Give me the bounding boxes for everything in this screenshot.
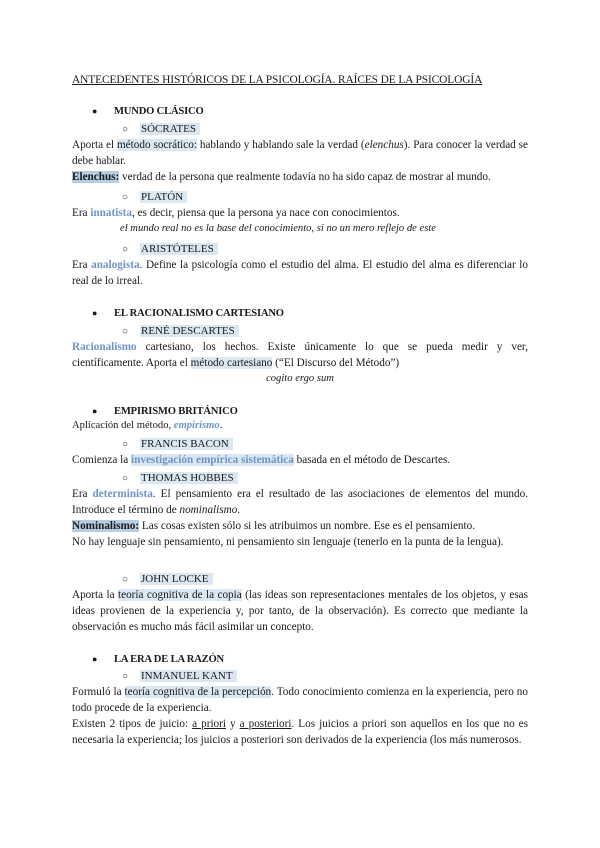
circle-bullet-icon: ○ [122, 671, 129, 682]
text-run: y [225, 718, 240, 730]
text-run: Aplicación del método, [72, 420, 174, 431]
subheading-text: RENÉ DESCARTES [140, 325, 239, 337]
text-run: . El pensamiento era el resultado de las asociaciones de elementos del mundo. Introduce el término de [72, 488, 528, 516]
text-run: Era [72, 207, 91, 219]
text-run: Aporta la [72, 589, 119, 601]
keyword-empirismo: empirismo [173, 420, 220, 431]
keyword-determinista: determinista [92, 488, 153, 500]
highlight-teoria-percepcion: teoría cognitiva de la percepción [124, 686, 272, 698]
keyword-racionalismo: Racionalismo [72, 341, 137, 353]
definition-elenchus [72, 169, 528, 185]
subheading-hobbes [122, 470, 238, 487]
quote-descartes: cogito ergo sum [266, 373, 334, 384]
paragraph-platon [72, 205, 528, 221]
highlight-metodo-socratico: método socrático: [116, 139, 197, 151]
text-run: Aporta el [72, 139, 117, 151]
keyword-investigacion-empirica: investigación empírica sistemática [131, 454, 294, 466]
paragraph-kant [72, 684, 528, 716]
section-heading-mundo-clasico [92, 103, 204, 120]
section-heading-razon [92, 651, 224, 668]
circle-bullet-icon: ○ [122, 192, 129, 203]
quote-platon: el mundo real no es la base del conocimiento, si no un mero reflejo de este [120, 223, 436, 234]
bullet-icon: ● [92, 654, 98, 664]
circle-bullet-icon: ○ [122, 326, 129, 337]
circle-bullet-icon: ○ [122, 574, 129, 585]
term-elenchus: Elenchus: [72, 171, 120, 183]
paragraph-hobbes-lenguaje: No hay lenguaje sin pensamiento, ni pensamiento sin lenguaje (tenerlo en la punta de la lengua). [72, 536, 504, 548]
italic-nominalismo: nominalismo [179, 504, 238, 516]
text-run: Existen 2 tipos de juicio: [72, 718, 193, 730]
text-run: Era [72, 488, 93, 500]
text-run: ). Para conocer la verdad se debe hablar. [72, 139, 528, 167]
subheading-descartes [122, 323, 239, 340]
text-run: (“El Discurso del Método”) [272, 357, 400, 369]
subheading-text: THOMAS HOBBES [140, 472, 238, 484]
subheading-text: ARISTÓTELES [140, 243, 218, 255]
subheading-locke [122, 571, 213, 588]
subheading-text: JOHN LOCKE [140, 573, 213, 585]
term-nominalismo: Nominalismo: [72, 520, 140, 532]
text-run: hablando y hablando sale la verdad ( [196, 139, 365, 151]
subheading-text: PLATÓN [140, 191, 187, 203]
paragraph-descartes [72, 339, 528, 371]
keyword-analogista: analogista [91, 259, 140, 271]
text-run: (las ideas son representaciones mentales de los objetos, y esas ideas provienen de la experiencia y, por tanto, de la observación). Es correcto que mediante la observación es mucho más fácil asimilar un concepto. [72, 589, 529, 633]
underline-a-posteriori: a posteriori [239, 718, 292, 730]
subheading-text: INMANUEL KANT [140, 670, 237, 682]
text-run: , es decir, piensa que la persona ya nace con conocimientos. [131, 207, 400, 219]
paragraph-empirismo-intro [72, 418, 528, 434]
bullet-icon: ● [92, 106, 98, 116]
text-run: . Los juicios a priori son aquellos en los que no es necesaria la experiencia; los juicios a posteriori son derivados de la experiencia (los más numerosos. [72, 718, 528, 746]
text-run: verdad de la persona que realmente todavía no ha sido capaz de mostrar al mundo. [119, 171, 491, 183]
text-run: cartesiano, los hechos. Existe únicamente lo que se pueda medir y ver, científicamente. Aporta el [72, 341, 528, 369]
paragraph-aristoteles [72, 257, 528, 289]
paragraph-socrates [72, 137, 528, 169]
section-heading-text: MUNDO CLÁSICO [114, 106, 204, 117]
text-run: Comienza la [72, 454, 132, 466]
keyword-innatista: innatista [90, 207, 132, 219]
section-heading-racionalismo [92, 305, 284, 322]
subheading-bacon [122, 436, 233, 453]
text-run: . [219, 420, 223, 431]
italic-elenchus: elenchus [364, 139, 404, 151]
text-run: Las cosas existen sólo si les atribuimos un nombre. Ese es el pensamiento. [139, 520, 475, 532]
circle-bullet-icon: ○ [122, 473, 129, 484]
circle-bullet-icon: ○ [122, 124, 129, 135]
section-heading-text: EMPIRISMO BRITÁNICO [114, 406, 238, 417]
subheading-text: FRANCIS BACON [140, 438, 233, 450]
underline-a-priori: a priori [192, 718, 226, 730]
text-run: . [237, 504, 241, 516]
circle-bullet-icon: ○ [122, 439, 129, 450]
section-heading-text: EL RACIONALISMO CARTESIANO [114, 308, 284, 319]
text-run: Formuló la [72, 686, 125, 698]
text-run: . Todo conocimiento comienza en la experiencia, pero no todo procede de la experiencia. [72, 686, 528, 714]
section-heading-text: LA ERA DE LA RAZÓN [114, 654, 225, 665]
bullet-icon: ● [92, 406, 98, 416]
circle-bullet-icon: ○ [122, 244, 129, 255]
subheading-kant [122, 668, 237, 685]
paragraph-locke [72, 587, 528, 635]
paragraph-kant-juicios [72, 716, 528, 748]
subheading-text: SÓCRATES [140, 123, 200, 135]
text-run: basada en el método de Descartes. [293, 454, 451, 466]
highlight-metodo-cartesiano: método cartesiano [190, 357, 273, 369]
paragraph-hobbes [72, 486, 528, 518]
text-run: Era [72, 259, 92, 271]
bullet-icon: ● [92, 308, 98, 318]
subheading-platon [122, 189, 187, 206]
paragraph-bacon [72, 452, 528, 468]
text-run: . Define la psicología como el estudio del alma. El estudio del alma es diferenciar lo real de lo irreal. [72, 259, 528, 287]
subheading-socrates [122, 121, 200, 138]
definition-nominalismo [72, 518, 528, 534]
subheading-aristoteles [122, 241, 218, 258]
highlight-teoria-copia: teoría cognitiva de la copia [118, 589, 242, 601]
document-title: ANTECEDENTES HISTÓRICOS DE LA PSICOLOGÍA. RAÍCES DE LA PSICOLOGÍA [72, 74, 483, 86]
